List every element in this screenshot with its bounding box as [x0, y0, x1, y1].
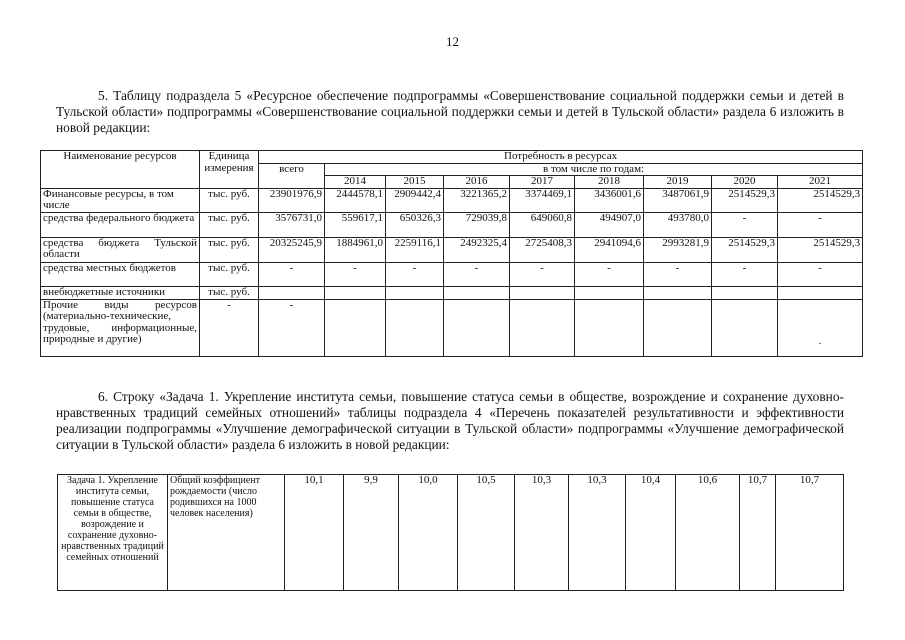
- total-cell: 23901976,9: [259, 188, 325, 212]
- unit-cell: тыс. руб.: [200, 237, 259, 262]
- year-value-cell: [644, 299, 712, 356]
- page-number: 12: [446, 34, 459, 49]
- indicator-value-cell: 10,4: [626, 475, 676, 591]
- year-value-cell: -: [386, 262, 444, 286]
- year-value-cell: 2492325,4: [444, 237, 510, 262]
- year-value-cell: 2909442,4: [386, 188, 444, 212]
- year-value-cell: -: [575, 262, 644, 286]
- table-row: [41, 212, 863, 237]
- resource-table: [40, 150, 863, 357]
- year-value-cell: -: [778, 262, 863, 286]
- year-value-cell: 2514529,3: [712, 188, 778, 212]
- header-year: 2019: [644, 176, 712, 189]
- year-value-cell: [444, 286, 510, 299]
- year-value-cell: 2993281,9: [644, 237, 712, 262]
- year-value-cell: 2259116,1: [386, 237, 444, 262]
- header-by-year: в том числе по годам:: [325, 163, 863, 176]
- indicator-value-cell: 10,7: [740, 475, 776, 591]
- year-value-cell: -: [325, 262, 386, 286]
- total-cell: 3576731,0: [259, 212, 325, 237]
- header-year: 2015: [386, 176, 444, 189]
- year-value-cell: [778, 286, 863, 299]
- paragraph-6: 6. Строку «Задача 1. Укрепление института семьи, повышение статуса семьи в обществе, возрождение и сохранение духовно-нравственных традиций семейных отношений» таблицы подраздела 4 «Перечень показателей результативности и эффективности реализации подпрограммы «Улучшение демографической ситуации в Тульской области» подпрограммы «Улучшение демографической ситуации в Тульской области» раздела 6 изложить в новой редакции:: [56, 389, 844, 452]
- year-value-cell: -: [712, 212, 778, 237]
- header-total: всего: [259, 163, 325, 188]
- year-value-cell: -: [712, 262, 778, 286]
- year-value-cell: [712, 299, 778, 356]
- indicator-value-cell: 10,3: [569, 475, 626, 591]
- year-value-cell: 729039,8: [444, 212, 510, 237]
- year-value-cell: 649060,8: [510, 212, 575, 237]
- indicator-value-cell: 9,9: [344, 475, 399, 591]
- header-unit: Единица измерения: [200, 151, 259, 189]
- total-cell: 20325245,9: [259, 237, 325, 262]
- year-value-cell: 650326,3: [386, 212, 444, 237]
- resource-name: средства бюджета Тульской области: [41, 237, 200, 262]
- indicator-value-cell: 10,0: [399, 475, 458, 591]
- year-value-cell: 3221365,2: [444, 188, 510, 212]
- year-value-cell: 2444578,1: [325, 188, 386, 212]
- table-row: [41, 286, 863, 299]
- year-value-cell: [386, 286, 444, 299]
- header-resource-name: Наименование ресурсов: [41, 151, 200, 189]
- year-value-cell: [575, 286, 644, 299]
- total-cell: -: [259, 299, 325, 356]
- year-value-cell: [712, 286, 778, 299]
- year-value-cell: 2514529,3: [712, 237, 778, 262]
- year-value-cell: 2725408,3: [510, 237, 575, 262]
- task-cell: Задача 1. Укрепление института семьи, повышение статуса семьи в обществе, возрождение и сохранение духовно-нравственных традиций семейных отношений: [58, 475, 168, 591]
- header-year: 2014: [325, 176, 386, 189]
- table-row: [41, 299, 863, 356]
- year-value-cell: 3374469,1: [510, 188, 575, 212]
- resource-name: Финансовые ресурсы, в том числе: [41, 188, 200, 212]
- resource-name: средства федерального бюджета: [41, 212, 200, 237]
- table-row: [41, 188, 863, 212]
- indicator-value-cell: 10,6: [676, 475, 740, 591]
- year-value-cell: .: [778, 299, 863, 356]
- indicator-table: [57, 474, 844, 591]
- table-row: [41, 237, 863, 262]
- indicator-value-cell: 10,3: [515, 475, 569, 591]
- year-value-cell: [510, 299, 575, 356]
- year-value-cell: [575, 299, 644, 356]
- indicator-value-cell: 10,7: [776, 475, 844, 591]
- unit-cell: тыс. руб.: [200, 262, 259, 286]
- paragraph-5: 5. Таблицу подраздела 5 «Ресурсное обеспечение подпрограммы «Совершенствование социальной поддержки семьи и детей в Тульской области» подпрограммы «Совершенствование социальной поддержки семьи и детей в Тульской области» раздела 6 изложить в новой редакции:: [56, 88, 844, 135]
- year-value-cell: [510, 286, 575, 299]
- year-value-cell: [325, 299, 386, 356]
- unit-cell: -: [200, 299, 259, 356]
- year-value-cell: [444, 299, 510, 356]
- header-year: 2017: [510, 176, 575, 189]
- year-value-cell: 493780,0: [644, 212, 712, 237]
- table-row: [41, 262, 863, 286]
- unit-cell: тыс. руб.: [200, 286, 259, 299]
- year-value-cell: 494907,0: [575, 212, 644, 237]
- year-value-cell: [644, 286, 712, 299]
- header-year: 2018: [575, 176, 644, 189]
- indicator-value-cell: 10,1: [285, 475, 344, 591]
- year-value-cell: -: [644, 262, 712, 286]
- resource-name: внебюджетные источники: [41, 286, 200, 299]
- unit-cell: тыс. руб.: [200, 188, 259, 212]
- indicator-cell: Общий коэффициент рождаемости (число родившихся на 1000 человек населения): [168, 475, 285, 591]
- total-cell: [259, 286, 325, 299]
- year-value-cell: 2514529,3: [778, 237, 863, 262]
- year-value-cell: 3436001,6: [575, 188, 644, 212]
- year-value-cell: 1884961,0: [325, 237, 386, 262]
- year-value-cell: 559617,1: [325, 212, 386, 237]
- unit-cell: тыс. руб.: [200, 212, 259, 237]
- header-year: 2016: [444, 176, 510, 189]
- indicator-value-cell: 10,5: [458, 475, 515, 591]
- year-value-cell: -: [778, 212, 863, 237]
- header-year: 2020: [712, 176, 778, 189]
- year-value-cell: 2514529,3: [778, 188, 863, 212]
- year-value-cell: -: [444, 262, 510, 286]
- header-year: 2021: [778, 176, 863, 189]
- resource-name: Прочие виды ресурсов (материально-технические, трудовые, информационные, природные и другие): [41, 299, 200, 356]
- year-value-cell: 2941094,6: [575, 237, 644, 262]
- header-need: Потребность в ресурсах: [259, 151, 863, 164]
- year-value-cell: -: [510, 262, 575, 286]
- year-value-cell: [386, 299, 444, 356]
- year-value-cell: [325, 286, 386, 299]
- resource-name: средства местных бюджетов: [41, 262, 200, 286]
- total-cell: -: [259, 262, 325, 286]
- year-value-cell: 3487061,9: [644, 188, 712, 212]
